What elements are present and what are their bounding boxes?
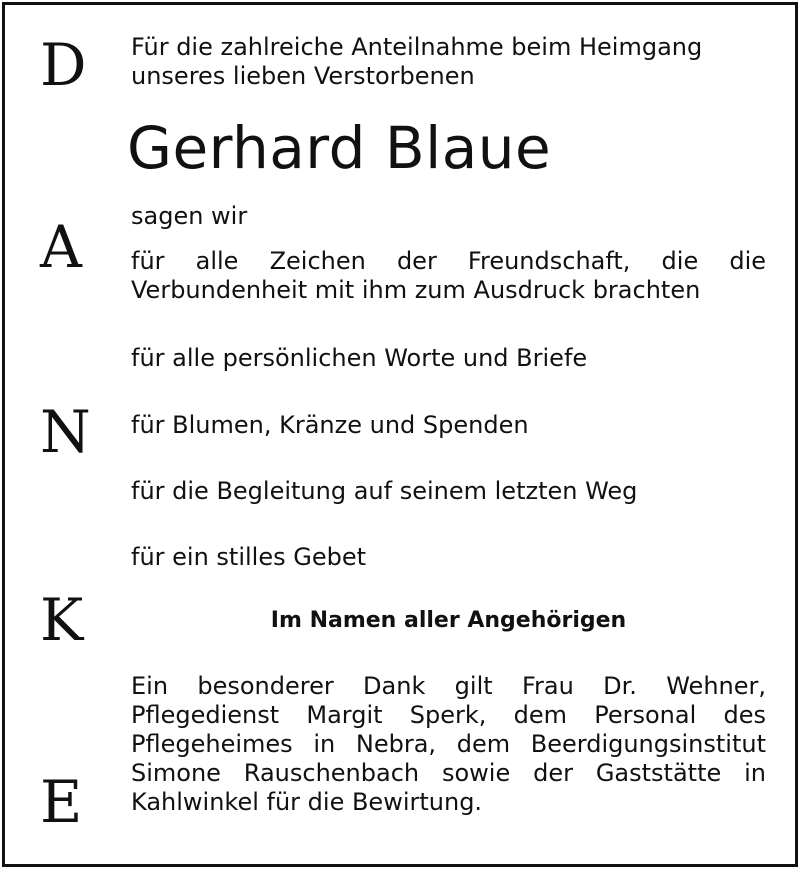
side-letter-d: D [40,31,87,99]
signature-line: Im Namen aller Angehörigen [270,608,627,633]
deceased-name: Gerhard Blaue [127,114,552,182]
thanks-item-words: für alle persönlichen Worte und Briefe [131,344,588,372]
thanks-item-flowers: für Blumen, Kränze und Spenden [131,411,529,439]
special-thanks-text: Ein besonderer Dank gilt Frau Dr. Wehner, Pflegedienst Margit Sperk, dem Personal des Pflegeheimes in Nebra, dem Beerdigungsinstitut Simone Rauschenbach sowie der Gaststätte in Kahlwinkel für die Bewirtung. [131,672,766,816]
lead-text: sagen wir [131,202,248,230]
side-letter-n: N [40,398,91,466]
side-letter-e: E [40,768,83,836]
side-letter-a: A [40,213,82,281]
thanks-item-accompaniment: für die Begleitung auf seinem letzten Weg [131,477,638,505]
intro-text: Für die zahlreiche Anteilnahme beim Heimgang unseres lieben Verstorbenen [131,33,703,90]
thanks-item-friendship: für alle Zeichen der Freundschaft, die die Verbundenheit mit ihm zum Ausdruck brachten [131,247,766,304]
thanks-item-prayer: für ein stilles Gebet [131,543,367,571]
side-letter-k: K [40,586,84,654]
